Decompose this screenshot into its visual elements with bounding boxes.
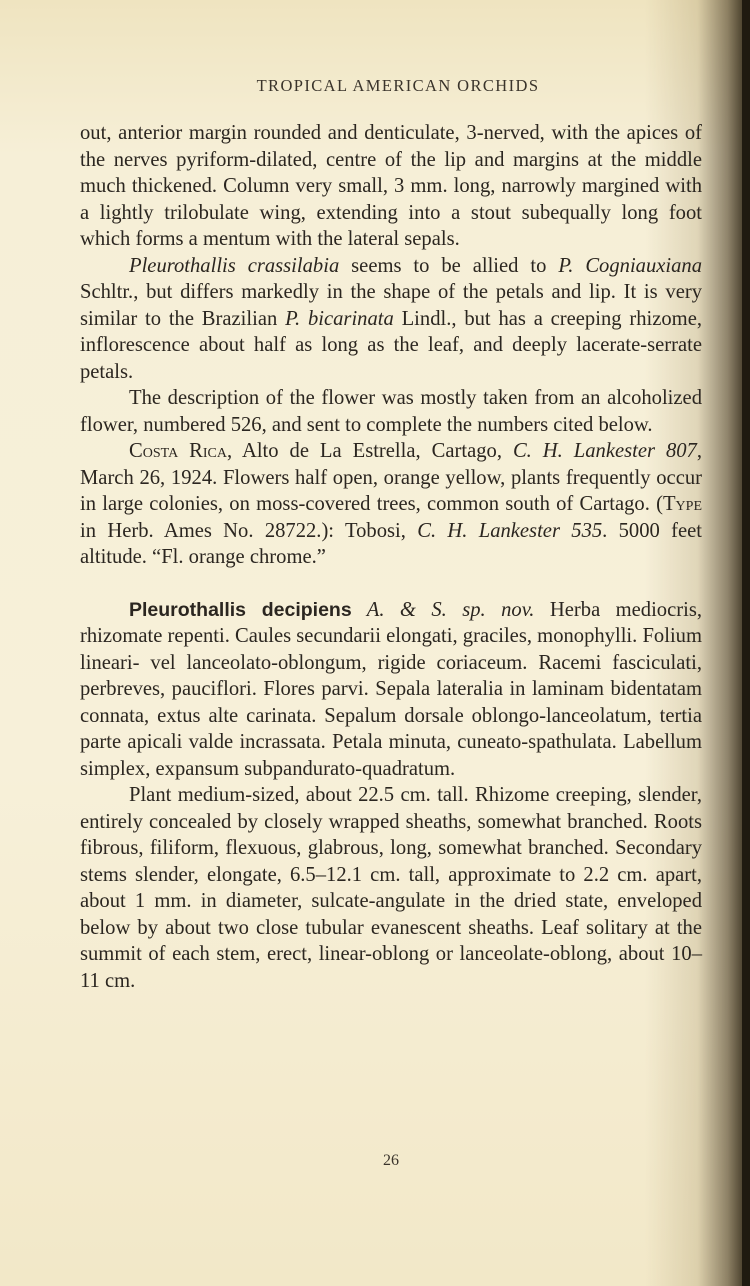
species-name: Pleurothallis crassilabia [129,254,340,277]
paragraph-source-note: The description of the flower was mostly taken from an alcoholized flower, numbered 526, and sent to complete the numbers cited below. [80,387,702,436]
paragraph-latin-diagnosis: Pleurothallis decipiens A. & S. sp. nov. Herba mediocris, rhizomate repenti. Caules secundarii elongati, graciles, monophylli. Folium lineari- vel lanceolato-oblongum, rigide coriaceum. Racemi fasciculati, perbreves, pauciflori. Flores parvi. Sepala lateralia in laminam bidentatam connata, extus alte carinata. Sepalum dorsale oblongo-lanceolatum, tertia parte apicali valde incrassata. Petala minuta, cuneato-spathulata. Labellum simplex, expansum subpandurato-quadratum. [80,598,702,780]
type-label: Type [662,493,702,515]
species-reference: P. bicarinata [285,307,394,330]
paragraph-affinities: Pleurothallis crassilabia seems to be allied to P. Cogniauxiana Schltr., but differs markedly in the shape of the petals and lip. It is very similar to the Brazilian P. bicarinata Lindl., but has a creeping rhizome, inflorescence about half as long as the leaf, and deeply lacerate-serrate petals. [80,254,703,383]
book-spine-edge [742,0,750,1286]
paragraph-description-continued: out, anterior margin rounded and denticulate, 3-nerved, with the apices of the nerves pyriform-dilated, centre of the lip and margins at the middle much thickened. Column very small, 3 mm. long, narrowly margined with a lightly trilobulate wing, extending into a stout subequally long foot which forms a mentum with the lateral sepals. [80,122,702,250]
collector-citation: C. H. Lankester 807 [512,440,697,462]
species-heading: Pleurothallis decipiens [129,598,352,621]
page-number: 26 [383,1152,399,1169]
paragraph-specimens: Costa Rica, Alto de La Estrella, Cartago, C. H. Lankester 807, March 26, 1924. Flowers half open, orange yellow, plants frequently occur in large colonies, on moss-covered trees, common south of Cartago. (Type in Herb. Ames No. 28722.): Tobosi, C. H. Lankester 535. 5000 feet altitude. “Fl. orange chrome.” [80,440,702,568]
country-name: Costa Rica [129,440,227,462]
species-reference: P. Cogniauxiana [558,254,703,277]
paragraph-english-description: Plant medium-sized, about 22.5 cm. tall. Rhizome creeping, slender, entirely concealed by closely wrapped sheaths, somewhat branched. Roots fibrous, filiform, flexuous, glabrous, long, somewhat branched. Secondary stems slender, elongate, 6.5–12.1 cm. tall, approximate to 2.2 cm. apart, about 1 mm. in diameter, sulcate-angulate in the dried state, enveloped below by about two close tubular evanescent sheaths. Leaf solitary at the summit of each stem, erect, linear-oblong or lanceolate-oblong, about 10–11 cm. [80,784,702,992]
body-text [80,120,702,994]
section-gap [80,571,702,597]
running-head: TROPICAL AMERICAN ORCHIDS [256,76,540,95]
species-authority: A. & S. sp. nov. [351,598,535,621]
collector-citation: C. H. Lankester 535 [417,519,603,542]
